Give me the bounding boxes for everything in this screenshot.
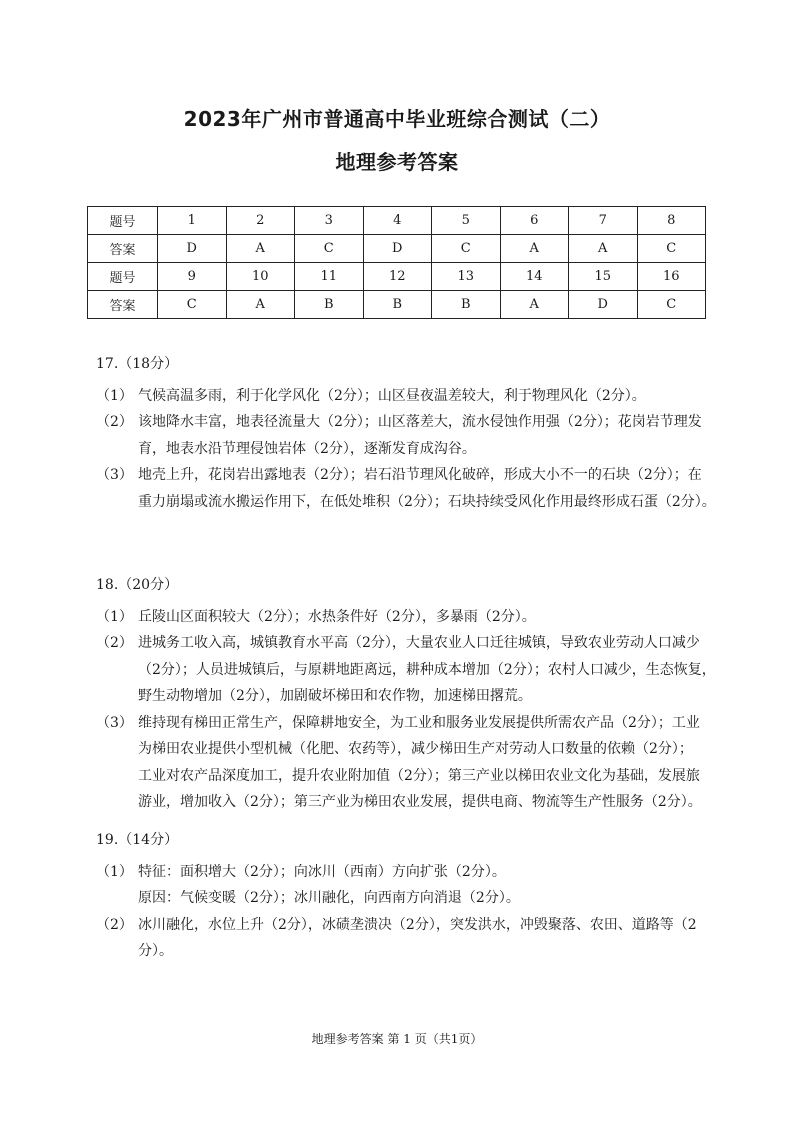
- page-title: 2023年广州市普通高中毕业班综合测试（二）: [183, 107, 611, 131]
- answer-line: 育，地表水沿节理侵蚀岩体（2分），逐渐发育成沟谷。: [138, 440, 476, 457]
- answer-item: [96, 859, 716, 912]
- table-cell: C: [432, 235, 501, 263]
- item-number: （3）: [96, 467, 133, 483]
- answer-item: [96, 383, 716, 410]
- answer-table: [87, 206, 706, 319]
- item-number: （3）: [96, 714, 133, 731]
- table-cell: D: [363, 235, 432, 263]
- answer-line: 野生动物增加（2分），加剧破坏梯田和农作物，加速梯田撂荒。: [138, 688, 532, 704]
- table-cell: 1: [158, 207, 227, 235]
- answer-line: 维持现有梯田正常生产，保障耕地安全，为工业和服务业发展提供所需农产品（2分）；工业: [138, 714, 700, 731]
- table-cell: 6: [500, 207, 569, 235]
- table-cell: 12: [363, 263, 432, 291]
- answer-line: （2分）；人员进城镇后，与原耕地距离远，耕种成本增加（2分）；农村人口减少，生态恢复，: [138, 661, 716, 678]
- answer-line: 地壳上升，花岗岩出露地表（2分）；岩石沿节理风化破碎，形成大小不一的石块（2分）；在: [138, 467, 702, 483]
- answer-item: [96, 710, 716, 816]
- answer-item: [96, 604, 716, 631]
- table-row: [88, 291, 706, 319]
- answer-item: [96, 409, 716, 462]
- question-19: [96, 827, 716, 965]
- table-cell: 13: [432, 263, 501, 291]
- table-cell: 15: [569, 263, 638, 291]
- table-cell: C: [295, 235, 364, 263]
- answer-item: [96, 630, 716, 710]
- table-cell: 16: [637, 263, 706, 291]
- question-18: [96, 572, 716, 816]
- table-cell: 14: [500, 263, 569, 291]
- table-cell: 8: [637, 207, 706, 235]
- page-footer: 地理参考答案 第 1 页（共1页）: [311, 1032, 483, 1046]
- answer-item: [96, 462, 716, 515]
- answer-line: 为梯田农业提供小型机械（化肥、农药等），减少梯田生产对劳动人口数量的依赖（2分）；: [138, 741, 693, 757]
- question-17: [96, 351, 716, 515]
- table-cell: 3: [295, 207, 364, 235]
- answer-line: 冰川融化，水位上升（2分），冰碛垄溃决（2分），突发洪水，冲毁聚落、农田、道路等（2: [138, 916, 697, 933]
- table-cell: 10: [226, 263, 295, 291]
- item-number: （1）: [96, 387, 133, 404]
- table-cell: C: [637, 291, 706, 319]
- answer-item: [96, 912, 716, 965]
- table-cell: B: [363, 291, 432, 319]
- answer-line: 分）。: [138, 943, 173, 959]
- answer-line: 该地降水丰富，地表径流量大（2分）；山区落差大，流水侵蚀作用强（2分）；花岗岩节理发: [138, 414, 702, 430]
- answer-line: 重力崩塌或流水搬运作用下，在低处堆积（2分）；石块持续受风化作用最终形成石蛋（2分）。: [138, 493, 716, 510]
- answer-line: 丘陵山区面积较大（2分）；水热条件好（2分），多暴雨（2分）。: [138, 608, 536, 625]
- table-row: [88, 207, 706, 235]
- item-number: （1）: [96, 863, 133, 880]
- table-cell: B: [432, 291, 501, 319]
- answer-line: 工业对农产品深度加工，提升农业附加值（2分）；第三产业以梯田农业文化为基础，发展旅: [138, 767, 700, 784]
- table-cell: B: [295, 291, 364, 319]
- answer-line: 原因：气候变暖（2分）；冰川融化，向西南方向消退（2分）。: [138, 890, 520, 906]
- question-header: 18.（20分）: [96, 577, 179, 593]
- answer-line: 游业，增加收入（2分）；第三产业为梯田农业发展，提供电商、物流等生产性服务（2分）。: [138, 794, 702, 810]
- table-cell: A: [226, 291, 295, 319]
- table-cell: 5: [432, 207, 501, 235]
- table-cell: D: [158, 235, 227, 263]
- item-number: （1）: [96, 608, 133, 625]
- table-cell: C: [158, 291, 227, 319]
- table-row: [88, 263, 706, 291]
- table-row: [88, 235, 706, 263]
- table-cell: A: [500, 291, 569, 319]
- row-label: 题号: [88, 263, 158, 291]
- answer-line: 特征：面积增大（2分）；向冰川（西南）方向扩张（2分）。: [138, 863, 506, 880]
- table-cell: 9: [158, 263, 227, 291]
- row-label: 题号: [88, 207, 158, 235]
- page-subtitle: 地理参考答案: [335, 150, 459, 174]
- answer-line: 进城务工收入高，城镇教育水平高（2分），大量农业人口迁往城镇，导致农业劳动人口减少: [138, 635, 700, 651]
- question-header: 17.（18分）: [96, 356, 179, 372]
- table-cell: 2: [226, 207, 295, 235]
- row-label: 答案: [88, 291, 158, 319]
- table-cell: 7: [569, 207, 638, 235]
- question-header: 19.（14分）: [96, 832, 179, 848]
- table-cell: A: [226, 235, 295, 263]
- answer-line: 气候高温多雨，利于化学风化（2分）；山区昼夜温差较大，利于物理风化（2分）。: [138, 387, 646, 404]
- table-cell: 11: [295, 263, 364, 291]
- table-cell: 4: [363, 207, 432, 235]
- table-cell: A: [500, 235, 569, 263]
- item-number: （2）: [96, 635, 133, 651]
- row-label: 答案: [88, 235, 158, 263]
- item-number: （2）: [96, 414, 133, 430]
- table-cell: D: [569, 291, 638, 319]
- item-number: （2）: [96, 916, 133, 933]
- table-cell: A: [569, 235, 638, 263]
- table-cell: C: [637, 235, 706, 263]
